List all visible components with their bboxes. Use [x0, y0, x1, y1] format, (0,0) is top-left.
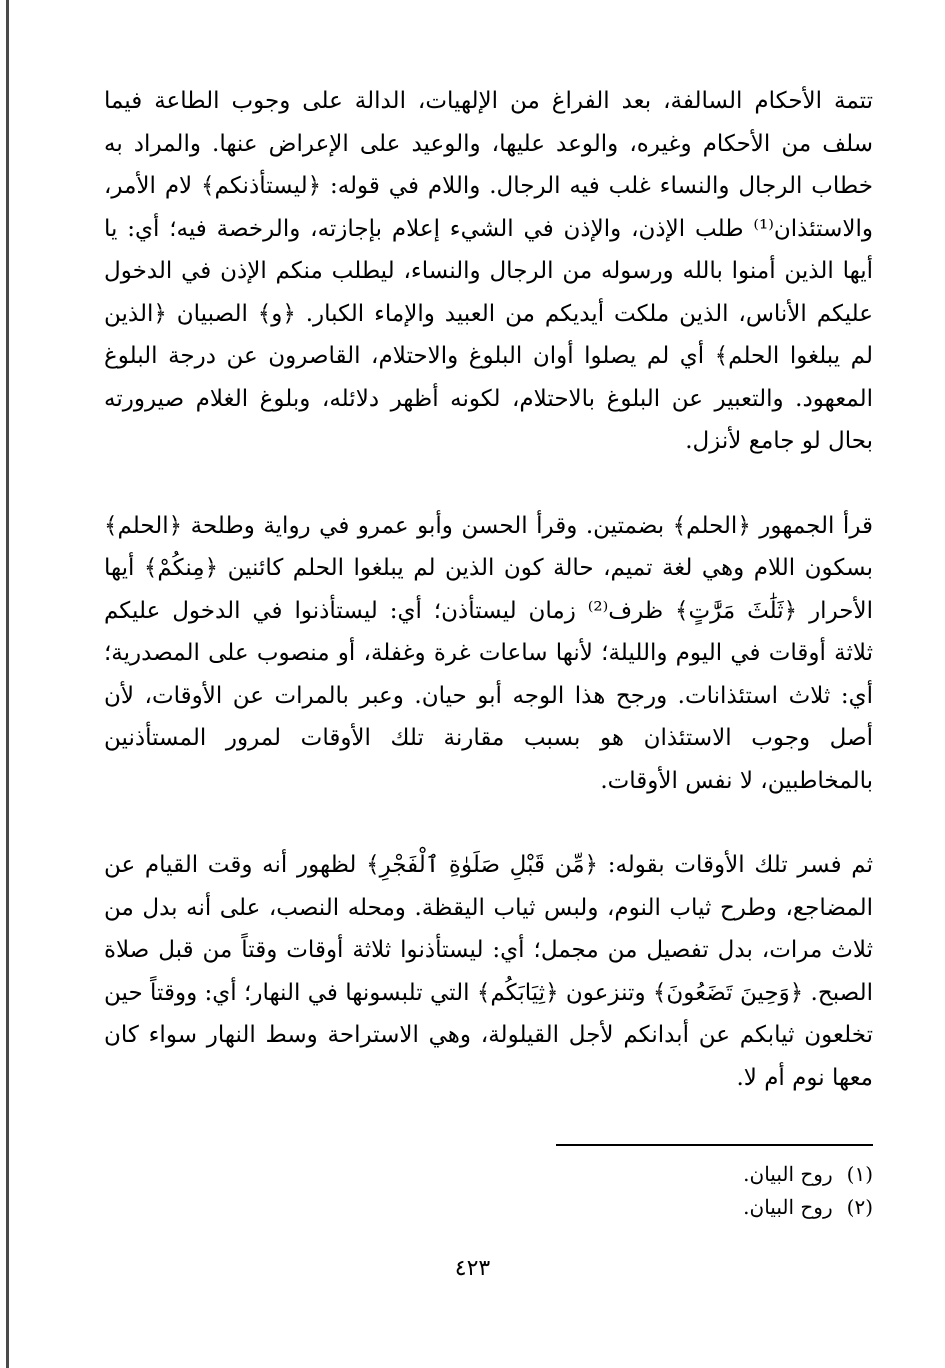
main-text: [104, 80, 873, 1099]
footnote-2: [104, 1191, 873, 1224]
paragraph-1: تتمة الأحكام السالفة، بعد الفراغ من الإلهيات، الدالة على وجوب الطاعة فيما سلف من الأحكام وغيره، والوعد عليها، والوعيد على الإعراض عنها. والمراد به خطاب الرجال والنساء غلب فيه الرجال. واللام في قوله: ﴿ليستأذنكم﴾ لام الأمر، والاستئذان⁽¹⁾ طلب الإذن، والإذن في الشيء إعلام بإجازته، والرخصة فيه؛ أي: يا أيها الذين أمنوا بالله ورسوله من الرجال والنساء، ليطلب منكم الإذن في الدخول عليكم الأناس، الذين ملكت أيديكم من العبيد والإماء الكبار. ﴿و﴾ الصبيان ﴿الذين لم يبلغوا الحلم﴾ أي لم يصلوا أوان البلوغ والاحتلام، القاصرون عن درجة البلوغ المعهود. والتعبير عن البلوغ بالاحتلام، لكونه أظهر دلائله، وبلوغ الغلام صيرورته بحال لو جامع لأنزل.: [104, 88, 873, 454]
footnote-1: [104, 1158, 873, 1191]
footnote-marker: (١): [846, 1162, 873, 1186]
paragraph-3: ثم فسر تلك الأوقات بقوله: ﴿مِّن قَبْلِ صَلَوٰةِ ٱلْفَجْرِ﴾ لظهور أنه وقت القيام عن المضاجع، وطرح ثياب النوم، ولبس ثياب اليقظة. ومحله النصب، على أنه بدل من ثلاث مرات، بدل تفصيل من مجمل؛ أي: ليستأذنوا ثلاثة أوقات وقتاً من قبل صلاة الصبح. ﴿وَحِينَ تَضَعُونَ﴾ وتنزعون ﴿ثِيَابَكُم﴾ التي تلبسونها في النهار؛ أي: ووقتاً حين تخلعون ثيابكم عن أبدانكم لأجل القيلولة، وهي الاستراحة وسط النهار سواء كان معها نوم أم لا.: [104, 852, 874, 1091]
footnote-marker: (٢): [846, 1195, 873, 1219]
page-number: ٤٢٣: [454, 1256, 491, 1281]
footnote-text: روح البيان.: [743, 1195, 833, 1219]
footnote-separator: [556, 1144, 873, 1146]
footnote-text: روح البيان.: [743, 1162, 833, 1186]
footnotes: [104, 1158, 873, 1224]
paragraph-2: قرأ الجمهور ﴿الحلم﴾ بضمتين. وقرأ الحسن وأبو عمرو في رواية وطلحة ﴿الحلم﴾ بسكون اللام وهي لغة تميم، حالة كون الذين لم يبلغوا الحلم كائنين ﴿مِنكُمْ﴾ أيها الأحرار ﴿ثَلَٰثَ مَرَّٰتٍ﴾ ظرف⁽²⁾ زمان ليستأذن؛ أي: ليستأذنوا في الدخول عليكم ثلاثة أوقات في اليوم والليلة؛ لأنها ساعات غرة وغفلة، أو منصوب على المصدرية؛ أي: ثلاث استئذانات. ورجح هذا الوجه أبو حيان. وعبر بالمرات عن الأوقات، لأن أصل وجوب الاستئذان هو بسبب مقارنة تلك الأوقات لمرور المستأذنين بالمخاطبين، لا نفس الأوقات.: [104, 512, 873, 794]
scan-edge-line: [6, 0, 9, 1368]
